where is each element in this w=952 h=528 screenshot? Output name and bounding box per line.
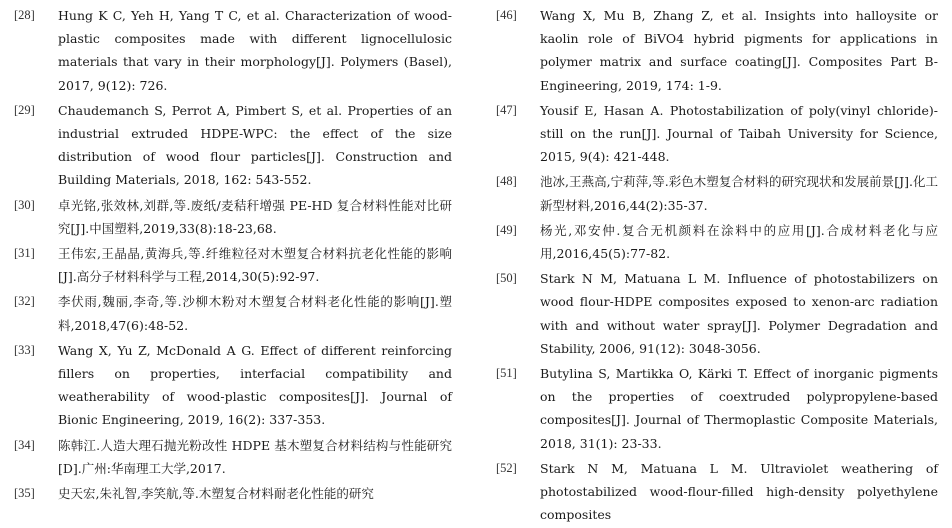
reference-item (14, 4, 452, 97)
reference-item (496, 457, 938, 527)
reference-text: 卓光铭,张效林,刘群,等.废纸/麦秸秆增强 PE-HD 复合材料性能对比研究[J].中国塑料,2019,33(8):18-23,68. (58, 197, 452, 236)
reference-item (14, 242, 452, 288)
reference-number: [32] (14, 294, 35, 309)
reference-item (14, 290, 452, 336)
reference-number: [31] (14, 246, 35, 261)
reference-number: [51] (496, 366, 517, 381)
reference-number: [49] (496, 222, 517, 237)
reference-item (14, 434, 452, 480)
reference-text: 史天宏,朱礼智,李笑航,等.木塑复合材料耐老化性能的研究 (58, 486, 374, 502)
reference-item (496, 267, 938, 360)
reference-list-right (496, 4, 938, 528)
reference-number: [29] (14, 102, 35, 117)
reference-number: [52] (496, 460, 517, 475)
reference-number: [48] (496, 174, 517, 189)
reference-item (496, 219, 938, 265)
reference-item (496, 99, 938, 169)
reference-text: Chaudemanch S, Perrot A, Pimbert S, et al. Properties of an industrial extruded HDPE-WPC: the effect of the size distribution of wood flour particles[J]. Construction and Building Materials, 2018, 162: 543-552. (58, 102, 452, 188)
reference-text: 陈韩江.人造大理石抛光粉改性 HDPE 基木塑复合材料结构与性能研究[D].广州:华南理工大学,2017. (58, 437, 452, 476)
reference-text: 王伟宏,王晶晶,黄海兵,等.纤维粒径对木塑复合材料抗老化性能的影响[J].高分子材料科学与工程,2014,30(5):92-97. (58, 246, 452, 285)
reference-number: [46] (496, 8, 517, 22)
reference-text: Wang X, Mu B, Zhang Z, et al. Insights into halloysite or kaolin role of BiVO4 hybrid pigments for applications in polymer matrix and surface coating[J]. Composites Part B-Engineering, 2019, 174: 1-9. (540, 8, 938, 93)
reference-item (14, 339, 452, 432)
reference-text: Wang X, Yu Z, McDonald A G. Effect of different reinforcing fillers on properties, interfacial compatibility and weatherability of wood-plastic composites[J]. Journal of Bionic Engineering, 2019, 16(2): 337-353. (58, 342, 452, 428)
reference-number: [50] (496, 271, 517, 286)
reference-text: Yousif E, Hasan A. Photostabilization of poly(vinyl chloride)-still on the run[J]. Journal of Taibah University for Science, 2015, 9(4): 421-448. (540, 102, 938, 165)
reference-item (14, 99, 452, 192)
reference-number: [33] (14, 342, 35, 357)
reference-text: Butylina S, Martikka O, Kärki T. Effect of inorganic pigments on the properties of coextruded polypropylene-based composites[J]. Journal of Thermoplastic Composite Materials, 2018, 31(1): 23-33. (540, 366, 938, 451)
reference-number: [47] (496, 102, 517, 117)
reference-number: [30] (14, 197, 35, 212)
reference-text: Stark N M, Matuana L M. Influence of photostabilizers on wood flour-HDPE composites exposed to xenon-arc radiation with and without water spray[J]. Polymer Degradation and Stability, 2006, 91(12): 3048-3056. (540, 271, 938, 356)
reference-item (496, 170, 938, 216)
reference-list-left (14, 4, 452, 507)
reference-text: 池冰,王燕高,宁莉萍,等.彩色木塑复合材料的研究现状和发展前景[J].化工新型材料,2016,44(2):35-37. (540, 174, 938, 213)
reference-item (496, 4, 938, 97)
reference-number: [34] (14, 437, 35, 452)
reference-item (14, 482, 452, 505)
reference-item (496, 362, 938, 455)
reference-text: Stark N M, Matuana L M. Ultraviolet weathering of photostabilized wood-flour-filled high-density polyethylene composites (540, 460, 938, 523)
reference-text: Hung K C, Yeh H, Yang T C, et al. Characterization of wood-plastic composites made with different lignocellulosic materials that vary in their morphology[J]. Polymers (Basel), 2017, 9(12): 726. (58, 8, 452, 93)
reference-text: 李伏雨,魏丽,李奇,等.沙柳木粉对木塑复合材料老化性能的影响[J].塑料,2018,47(6):48-52. (58, 294, 452, 333)
reference-text: 杨光,邓安仲.复合无机颜料在涂料中的应用[J].合成材料老化与应用,2016,45(5):77-82. (540, 222, 938, 262)
reference-number: [35] (14, 486, 35, 501)
reference-number: [28] (14, 8, 35, 22)
reference-item (14, 194, 452, 240)
